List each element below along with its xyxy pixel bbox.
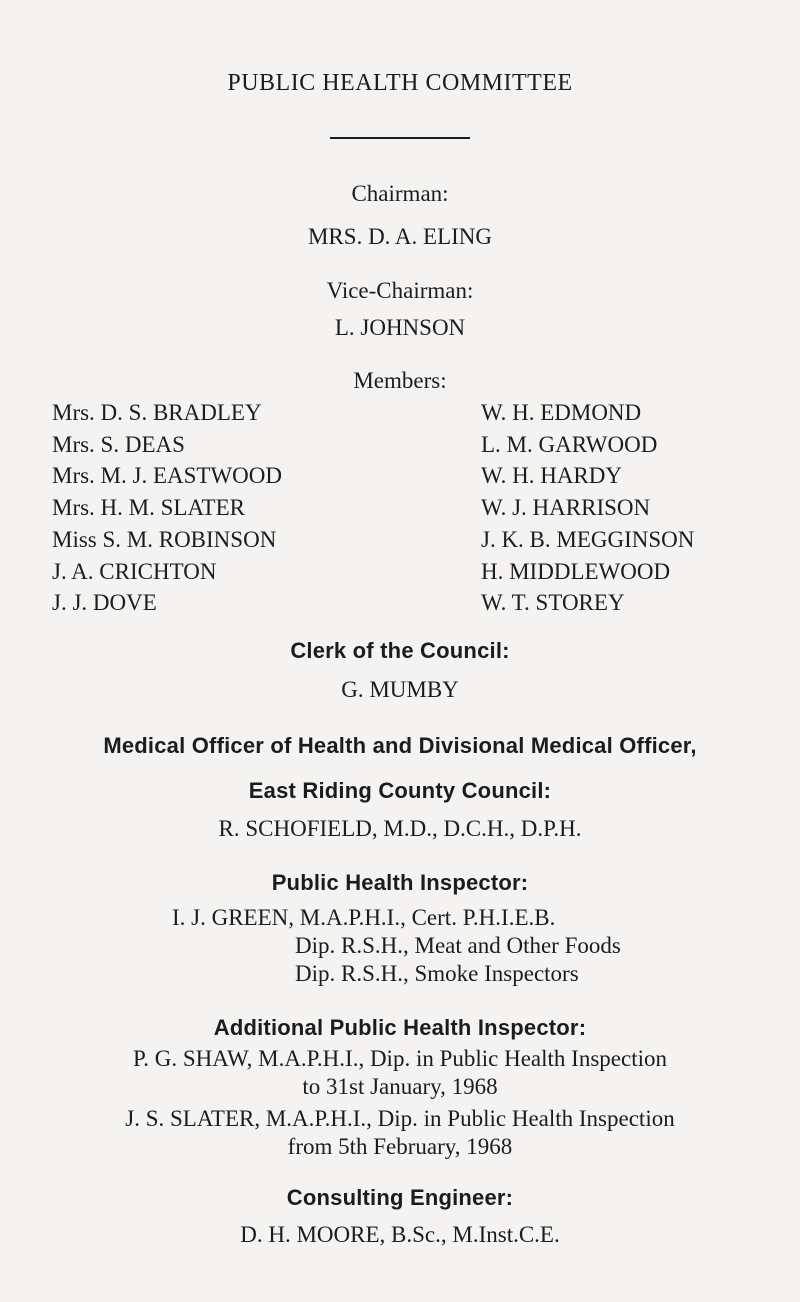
member-name: W. T. STOREY [481, 590, 625, 616]
title-divider [330, 137, 470, 139]
engineer-label: Consulting Engineer: [286, 1185, 514, 1210]
member-name: H. MIDDLEWOOD [481, 558, 671, 584]
member-name: J. A. CRICHTON [52, 558, 217, 584]
clerk-label: Clerk of the Council: [290, 638, 510, 663]
member-name: W. H. HARDY [481, 463, 622, 489]
additional-inspector-line: J. S. SLATER, M.A.P.H.I., Dip. in Public Health Inspection [125, 1106, 675, 1131]
member-name: J. K. B. MEGGINSON [481, 526, 695, 552]
chairman-name: MRS. D. A. ELING [307, 224, 492, 249]
medical-officer-name: R. SCHOFIELD, M.D., D.C.H., D.P.H. [218, 816, 582, 841]
members-label: Members: [353, 368, 447, 393]
inspector-line: Dip. R.S.H., Smoke Inspectors [295, 961, 579, 986]
medical-officer-label: Medical Officer of Health and Divisional Medical Officer, [103, 733, 697, 758]
vice-chairman-label: Vice-Chairman: [326, 278, 474, 303]
member-name: Miss S. M. ROBINSON [52, 526, 277, 552]
chairman-label: Chairman: [351, 181, 449, 206]
clerk-name: G. MUMBY [341, 677, 459, 702]
additional-inspector-line: P. G. SHAW, M.A.P.H.I., Dip. in Public Health Inspection [133, 1046, 667, 1071]
additional-inspector-line: from 5th February, 1968 [287, 1134, 513, 1159]
inspector-label: Public Health Inspector: [271, 870, 529, 895]
members-right-column [481, 397, 694, 619]
member-name: Mrs. M. J. EASTWOOD [52, 463, 282, 489]
member-name: Mrs. S. DEAS [52, 431, 185, 457]
member-name: Mrs. H. M. SLATER [52, 495, 245, 521]
inspector-line: I. J. GREEN, M.A.P.H.I., Cert. P.H.I.E.B. [172, 905, 556, 930]
additional-inspector-label: Additional Public Health Inspector: [213, 1015, 587, 1040]
member-name: W. H. EDMOND [481, 400, 642, 425]
additional-inspector-entry [0, 1105, 800, 1161]
member-name: W. J. HARRISON [481, 495, 651, 521]
page-title: PUBLIC HEALTH COMMITTEE [227, 70, 573, 96]
additional-inspector-line: to 31st January, 1968 [302, 1074, 498, 1099]
vice-chairman-name: L. JOHNSON [334, 315, 466, 340]
members-left-column [52, 397, 282, 619]
additional-inspector-entry [0, 1045, 800, 1101]
member-name: Mrs. D. S. BRADLEY [52, 400, 262, 425]
inspector-line: Dip. R.S.H., Meat and Other Foods [295, 933, 621, 958]
medical-officer-council-label: East Riding County Council: [248, 778, 552, 803]
member-name: L. M. GARWOOD [481, 431, 658, 457]
member-name: J. J. DOVE [52, 590, 157, 616]
engineer-name: D. H. MOORE, B.Sc., M.Inst.C.E. [240, 1222, 560, 1247]
inspector-details [172, 904, 621, 988]
